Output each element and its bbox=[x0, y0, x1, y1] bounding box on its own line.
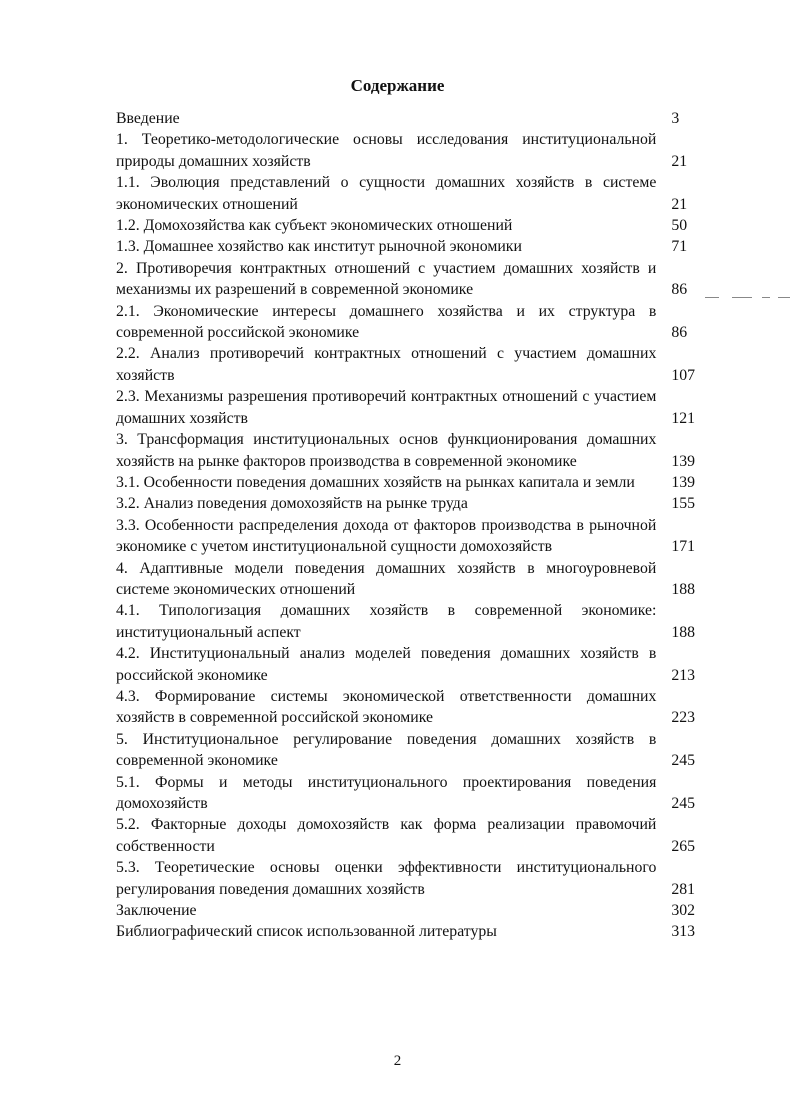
toc-entry-page: 171 bbox=[671, 538, 696, 556]
toc-entry-page: 71 bbox=[671, 238, 688, 256]
toc-entry-page: 213 bbox=[671, 666, 696, 684]
scan-artifact bbox=[762, 297, 770, 298]
toc-entry-text: 5.2. Факторные доходы домохозяйств как форма реализации правомочий собственности bbox=[116, 816, 657, 855]
toc-entry bbox=[116, 857, 716, 900]
toc-entry bbox=[116, 600, 716, 643]
toc-entry-page: 155 bbox=[671, 495, 696, 513]
toc-entry-text: Введение bbox=[116, 110, 180, 127]
toc-entry-page: 245 bbox=[671, 795, 696, 812]
toc-entry bbox=[116, 729, 716, 772]
toc-entry bbox=[116, 921, 716, 942]
toc-entry-text: 3. Трансформация институциональных основ функционирования домашних хозяйств на рынке факторов производства в современной экономике bbox=[116, 431, 657, 470]
scan-artifact bbox=[778, 297, 790, 298]
toc-entry bbox=[116, 900, 716, 921]
toc-entry-page: 313 bbox=[671, 923, 696, 941]
toc-entry bbox=[116, 236, 716, 257]
toc-entry-page: 265 bbox=[671, 837, 696, 855]
toc-entry bbox=[116, 108, 716, 129]
toc-entry-text: 4.3. Формирование системы экономической ответственности домашних хозяйств в современной российской экономике bbox=[116, 687, 657, 727]
toc-entry-text: 1.3. Домашнее хозяйство как институт рыночной экономики bbox=[116, 238, 522, 256]
scan-artifact bbox=[705, 297, 719, 298]
toc-entry bbox=[116, 643, 716, 686]
toc-entry-page: 188 bbox=[671, 623, 696, 641]
scan-artifact bbox=[732, 297, 752, 298]
toc-entry bbox=[116, 814, 716, 857]
toc-entry-page: 21 bbox=[671, 195, 688, 213]
toc-entry bbox=[116, 258, 716, 301]
toc-entry bbox=[116, 558, 716, 601]
table-of-contents bbox=[116, 108, 716, 943]
toc-entry-text: 3.1. Особенности поведения домашних хозяйств на рынках капитала и земли bbox=[116, 473, 635, 491]
toc-entry-text: 3.3. Особенности распределения дохода от факторов производства в рыночной экономике с учетом институциональной сущности домохозяйств bbox=[116, 516, 657, 556]
page-number: 2 bbox=[393, 1053, 402, 1069]
toc-entry-text: 1.2. Домохозяйства как субъект экономических отношений bbox=[116, 217, 513, 235]
toc-entry bbox=[116, 429, 716, 472]
toc-entry-text: 5. Институциональное регулирование поведения домашних хозяйств в современной экономике bbox=[116, 730, 657, 770]
toc-entry bbox=[116, 129, 716, 172]
toc-entry-page: 281 bbox=[671, 880, 696, 898]
toc-entry bbox=[116, 172, 716, 215]
toc-entry-page: 21 bbox=[671, 152, 688, 170]
toc-entry bbox=[116, 301, 716, 344]
toc-entry-text: Заключение bbox=[116, 902, 197, 920]
toc-entry-text: 5.1. Формы и методы институционального проектирования поведения домохозяйств bbox=[116, 773, 657, 812]
toc-entry bbox=[116, 343, 716, 386]
toc-entry-page: 302 bbox=[671, 902, 696, 920]
toc-entry-page: 121 bbox=[671, 409, 696, 427]
toc-entry bbox=[116, 472, 716, 493]
toc-entry-page: 86 bbox=[671, 324, 688, 342]
toc-entry-text: 3.2. Анализ поведения домохозяйств на рынке труда bbox=[116, 495, 468, 513]
toc-entry-page: 223 bbox=[671, 709, 696, 727]
toc-entry bbox=[116, 686, 716, 729]
toc-entry-page: 50 bbox=[671, 217, 688, 235]
toc-entry-page: 3 bbox=[671, 110, 680, 127]
toc-entry-text: 2. Противоречия контрактных отношений с участием домашних хозяйств и механизмы их разрешений в современной экономике bbox=[116, 259, 657, 299]
toc-entry-text: Библиографический список использованной литературы bbox=[116, 923, 497, 941]
toc-entry-page: 107 bbox=[671, 366, 696, 384]
toc-entry bbox=[116, 386, 716, 429]
toc-entry-text: 4. Адаптивные модели поведения домашних хозяйств в многоуровневой системе экономических отношений bbox=[116, 559, 657, 598]
toc-entry-text: 2.1. Экономические интересы домашнего хозяйства и их структура в современной российской экономике bbox=[116, 302, 657, 342]
toc-entry-page: 86 bbox=[671, 281, 688, 299]
toc-entry-text: 2.2. Анализ противоречий контрактных отношений с участием домашних хозяйств bbox=[116, 345, 657, 384]
toc-entry bbox=[116, 215, 716, 236]
toc-entry-text: 1.1. Эволюция представлений о сущности домашних хозяйств в системе экономических отношений bbox=[116, 174, 657, 213]
toc-entry bbox=[116, 493, 716, 514]
toc-entry-page: 139 bbox=[671, 473, 696, 491]
toc-entry bbox=[116, 772, 716, 815]
toc-entry-page: 139 bbox=[671, 452, 696, 470]
toc-entry-text: 2.3. Механизмы разрешения противоречий контрактных отношений с участием домашних хозяйств bbox=[116, 388, 657, 427]
toc-entry-text: 1. Теоретико-методологические основы исследования институциональной природы домашних хозяйств bbox=[116, 131, 657, 170]
toc-entry-text: 5.3. Теоретические основы оценки эффективности институционального регулирования поведения домашних хозяйств bbox=[116, 859, 657, 898]
toc-entry-text: 4.2. Институциональный анализ моделей поведения домашних хозяйств в российской экономике bbox=[116, 645, 657, 684]
document-title: Содержание bbox=[350, 76, 445, 95]
toc-entry-page: 245 bbox=[671, 752, 696, 770]
toc-entry-page: 188 bbox=[671, 580, 696, 598]
toc-entry-text: 4.1. Типологизация домашних хозяйств в современной экономике: институциональный аспект bbox=[116, 602, 657, 641]
toc-entry bbox=[116, 515, 716, 558]
